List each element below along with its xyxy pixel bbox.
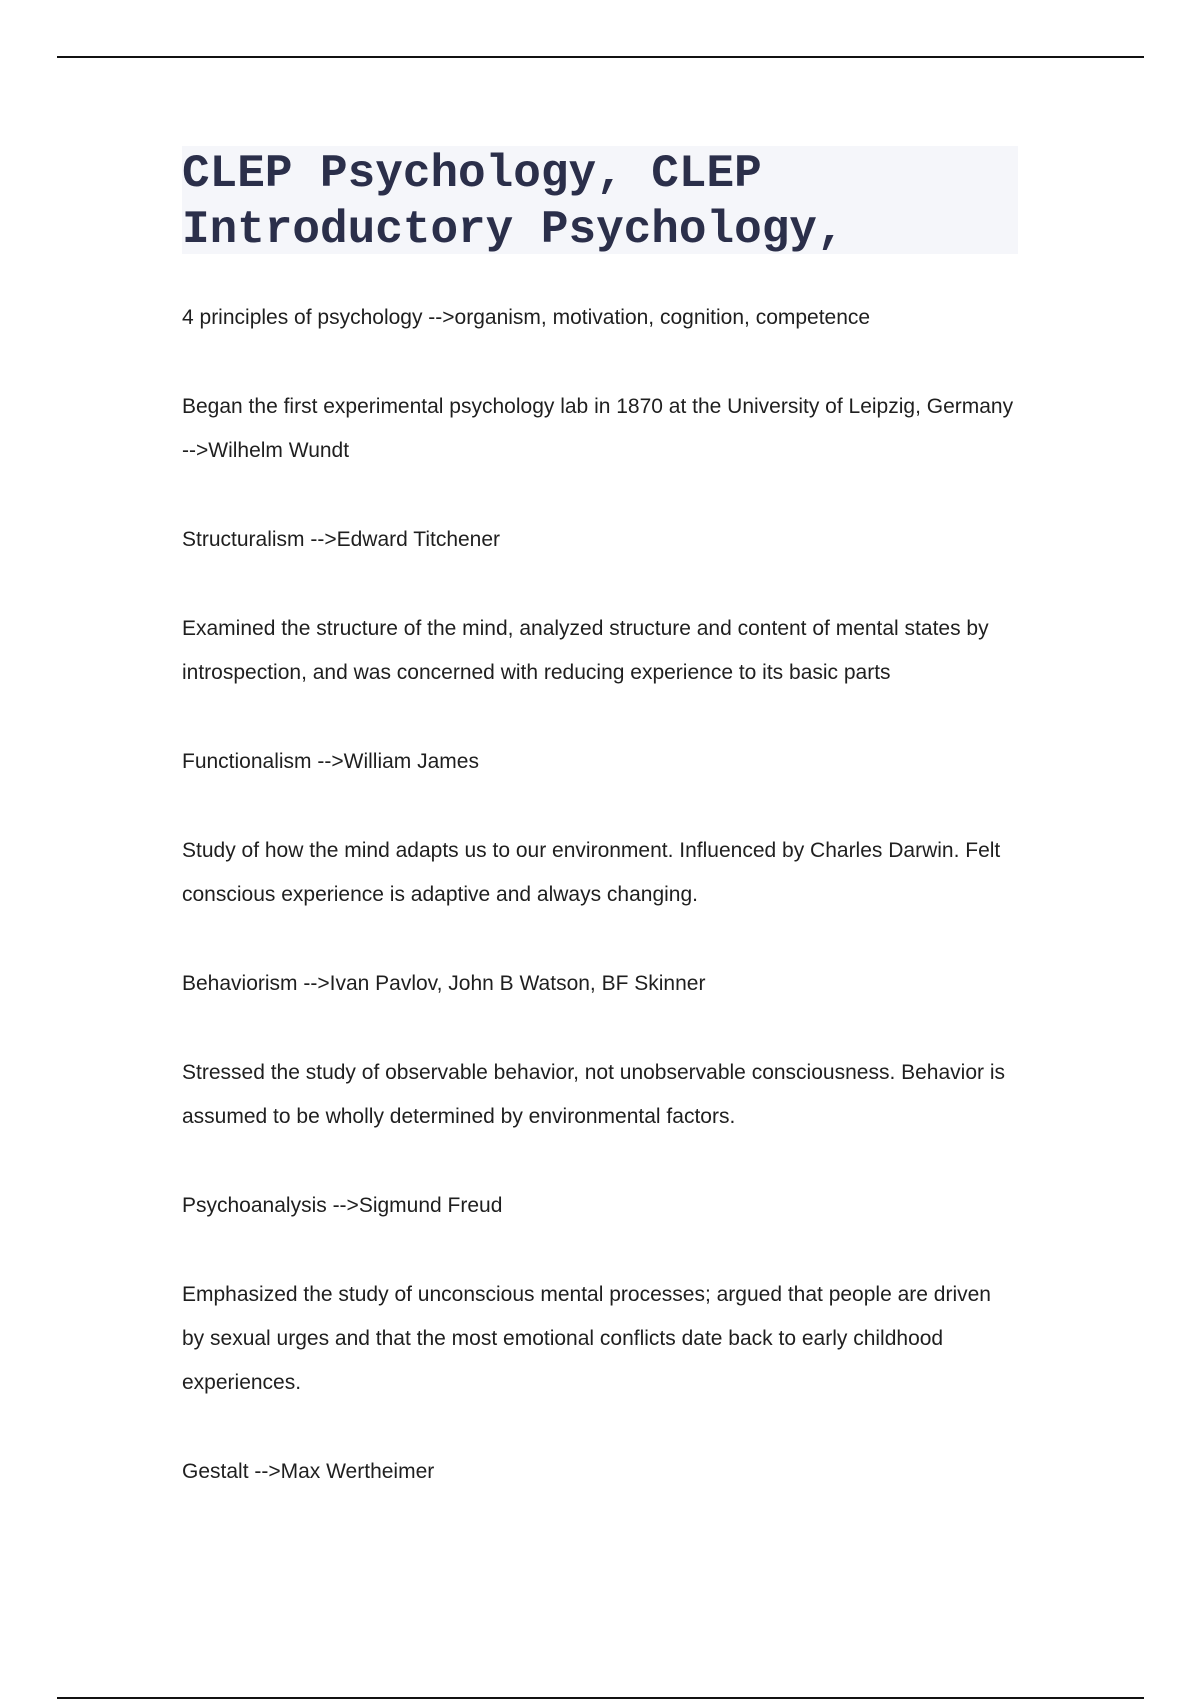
entry-psychoanalysis-definition: Emphasized the study of unconscious mental processes; argued that people are driven by sexual urges and that the most emotional conflicts date back to early childhood experiences. xyxy=(182,1283,991,1394)
entry-structuralism: Structuralism -->Edward Titchener xyxy=(182,528,501,551)
bottom-rule xyxy=(57,1697,1144,1699)
entry-functionalism-definition: Study of how the mind adapts us to our environment. Influenced by Charles Darwin. Felt conscious experience is adaptive and always changing. xyxy=(182,839,1001,906)
top-rule xyxy=(57,56,1144,58)
entry-principles: 4 principles of psychology -->organism, motivation, cognition, competence xyxy=(182,306,871,329)
entry-wundt: Began the first experimental psychology lab in 1870 at the University of Leipzig, Germany -->Wilhelm Wundt xyxy=(182,395,1014,462)
entry-gestalt: Gestalt -->Max Wertheimer xyxy=(182,1460,435,1483)
document-title: CLEP Psychology, CLEP Introductory Psychology, xyxy=(182,148,845,256)
entry-structuralism-definition: Examined the structure of the mind, analyzed structure and content of mental states by introspection, and was concerned with reducing experience to its basic parts xyxy=(182,617,989,684)
entry-behaviorism-definition: Stressed the study of observable behavior, not unobservable consciousness. Behavior is assumed to be wholly determined by environmental factors. xyxy=(182,1061,1005,1128)
page-content xyxy=(182,146,1018,1539)
entry-behaviorism: Behaviorism -->Ivan Pavlov, John B Watson, BF Skinner xyxy=(182,972,706,995)
entry-psychoanalysis: Psychoanalysis -->Sigmund Freud xyxy=(182,1194,503,1217)
entry-functionalism: Functionalism -->William James xyxy=(182,750,479,773)
title-block xyxy=(182,146,1018,254)
entry-list xyxy=(182,296,1018,1494)
